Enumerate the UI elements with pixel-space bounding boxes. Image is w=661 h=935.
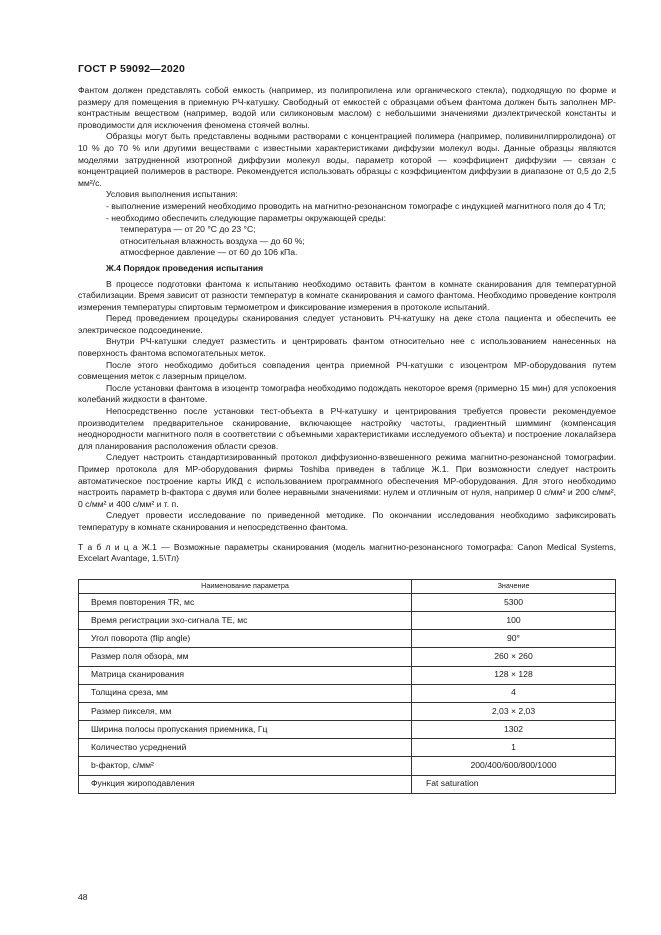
- paragraph: Следует настроить стандартизированный протокол диффузионно-взвешенного режима магнитно-резонансной томографии. Пример протокола для МР-оборудования фирмы Toshiba приведен в таблице Ж.1. При возможности следует настроить автоматическое построение карты ИКД с использованием программного обеспечения МР-оборудования. Для этого необходимо настроить параметр b-фактора с двумя или более неравными значениями: нулем и отличным от нуля, например 0 с/мм² и 200 с/мм², 0 с/мм² и 400 с/мм² и т. п.: [78, 452, 616, 509]
- param-value: 1: [412, 739, 616, 757]
- section-heading: Ж.4 Порядок проведения испытания: [106, 262, 264, 273]
- param-name: Толщина среза, мм: [79, 684, 412, 702]
- param-value: 128 × 128: [412, 666, 616, 684]
- param-value: 2,03 × 2,03: [412, 702, 616, 720]
- paragraph: Условия выполнения испытания:: [106, 189, 238, 200]
- param-name: Время регистрации эхо-сигнала TE, мс: [79, 611, 412, 629]
- parameters-table: [78, 579, 616, 794]
- page-number: 48: [78, 892, 88, 902]
- list-item: температура — от 20 °С до 23 °С;: [120, 224, 256, 235]
- param-name: Матрица сканирования: [79, 666, 412, 684]
- list-item: - выполнение измерений необходимо проводить на магнитно-резонансном томографе с индукцией магнитного поля до 4 Тл;: [106, 200, 606, 211]
- table-row: [79, 684, 616, 702]
- paragraph: В процессе подготовки фантома к испытанию необходимо оставить фантом в комнате сканирования для температурной стабилизации. Время зависит от разности температур в комнате сканирования и самого фантома. Необходимо проведение контроля измерения температуры спиртовым термометром и фиксирование измерения в протоколе испытаний.: [78, 278, 616, 312]
- paragraph: Образцы могут быть представлены водными растворами с концентрацией полимера (например, поливинилпирролидона) от 10 % до 70 % или другими веществами с известными характеристиками диффузии молекул воды. Данные образцы являются моделями затрудненной изотропной диффузии молекул воды, параметр которой — коэффициент диффузии — связан с концентрацией полимеров в растворе. Рекомендуется использовать образцы с коэффициентом диффузии в диапазоне от 0,5 до 2,5 мм²/с.: [78, 131, 616, 188]
- column-header: Значение: [412, 579, 616, 593]
- param-value: 4: [412, 684, 616, 702]
- param-name: Функция жироподавления: [79, 775, 412, 793]
- table-row: [79, 630, 616, 648]
- paragraph: Непосредственно после установки тест-объекта в РЧ-катушку и центрирования требуется провести рекомендуемое производителем предварительное сканирование, включающее настройку частоты, градиентный шимминг (компенсация неоднородности магнитного поля в соответствии с объемными характеристиками исследуемого объекта) и построение локалайзера для планирования расположения области срезов.: [78, 406, 616, 451]
- document-header: ГОСТ Р 59092—2020: [78, 63, 186, 75]
- table-header-row: [79, 579, 616, 593]
- param-name: b-фактор, с/мм²: [79, 757, 412, 775]
- list-item: - необходимо обеспечить следующие параметры окружающей среды:: [106, 212, 386, 223]
- column-header: Наименование параметра: [79, 579, 412, 593]
- table-row: [79, 757, 616, 775]
- paragraph: Перед проведением процедуры сканирования следует установить РЧ-катушку на деке стола пациента и обеспечить ее электрическое подсоединение.: [78, 313, 616, 335]
- param-value: 90°: [412, 630, 616, 648]
- param-name: Угол поворота (flip angle): [79, 630, 412, 648]
- param-name: Количество усреднений: [79, 739, 412, 757]
- table-row: [79, 702, 616, 720]
- table-row: [79, 593, 616, 611]
- param-value: 5300: [412, 593, 616, 611]
- param-value: Fat saturation: [412, 775, 616, 793]
- param-value: 260 × 260: [412, 648, 616, 666]
- paragraph: Следует провести исследование по приведенной методике. По окончании исследования необходимо зафиксировать температуру в комнате сканирования и непосредственно фантома.: [78, 510, 616, 532]
- document-body: [78, 85, 616, 794]
- param-value: 200/400/600/800/1000: [412, 757, 616, 775]
- param-name: Размер пикселя, мм: [79, 702, 412, 720]
- param-name: Размер поля обзора, мм: [79, 648, 412, 666]
- table-row: [79, 721, 616, 739]
- list-item: атмосферное давление — от 60 до 106 кПа.: [120, 247, 298, 258]
- param-name: Время повторения TR, мс: [79, 593, 412, 611]
- param-name: Ширина полосы пропускания приемника, Гц: [79, 721, 412, 739]
- table-row: [79, 666, 616, 684]
- table-row: [79, 775, 616, 793]
- paragraph: После установки фантома в изоцентр томографа необходимо подождать некоторое время (примерно 15 мин) для успокоения колебаний жидкости в фантоме.: [78, 382, 616, 405]
- table-row: [79, 611, 616, 629]
- param-value: 1302: [412, 721, 616, 739]
- paragraph: После этого необходимо добиться совпадения центра приемной РЧ-катушки с изоцентром МР-оборудования путем совмещения меток с лазерным прицелом.: [78, 359, 616, 382]
- table-caption: Т а б л и ц а Ж.1 — Возможные параметры сканирования (модель магнитно-резонансного томографа: Canon Medical Systems, Excelart Avantage, 1.5\Тл): [78, 541, 616, 564]
- paragraph: Фантом должен представлять собой емкость (например, из полипропилена или органического стекла), подходящую по форме и размеру для помещения в приемную РЧ-катушку. Свободный от емкостей с образцами объем фантома должен быть заполнен МР-контрастным веществом (например, водой или силиконовым маслом) с небольшими значениями диэлектрической константы и проводимости для исключения феномена стоячей волны.: [78, 85, 616, 130]
- paragraph: Внутри РЧ-катушки следует разместить и центрировать фантом относительно нее с использованием нанесенных на поверхность фантома вспомогательных меток.: [78, 336, 616, 359]
- table-row: [79, 648, 616, 666]
- param-value: 100: [412, 611, 616, 629]
- table-row: [79, 739, 616, 757]
- list-item: относительная влажность воздуха — до 60 %;: [120, 235, 305, 246]
